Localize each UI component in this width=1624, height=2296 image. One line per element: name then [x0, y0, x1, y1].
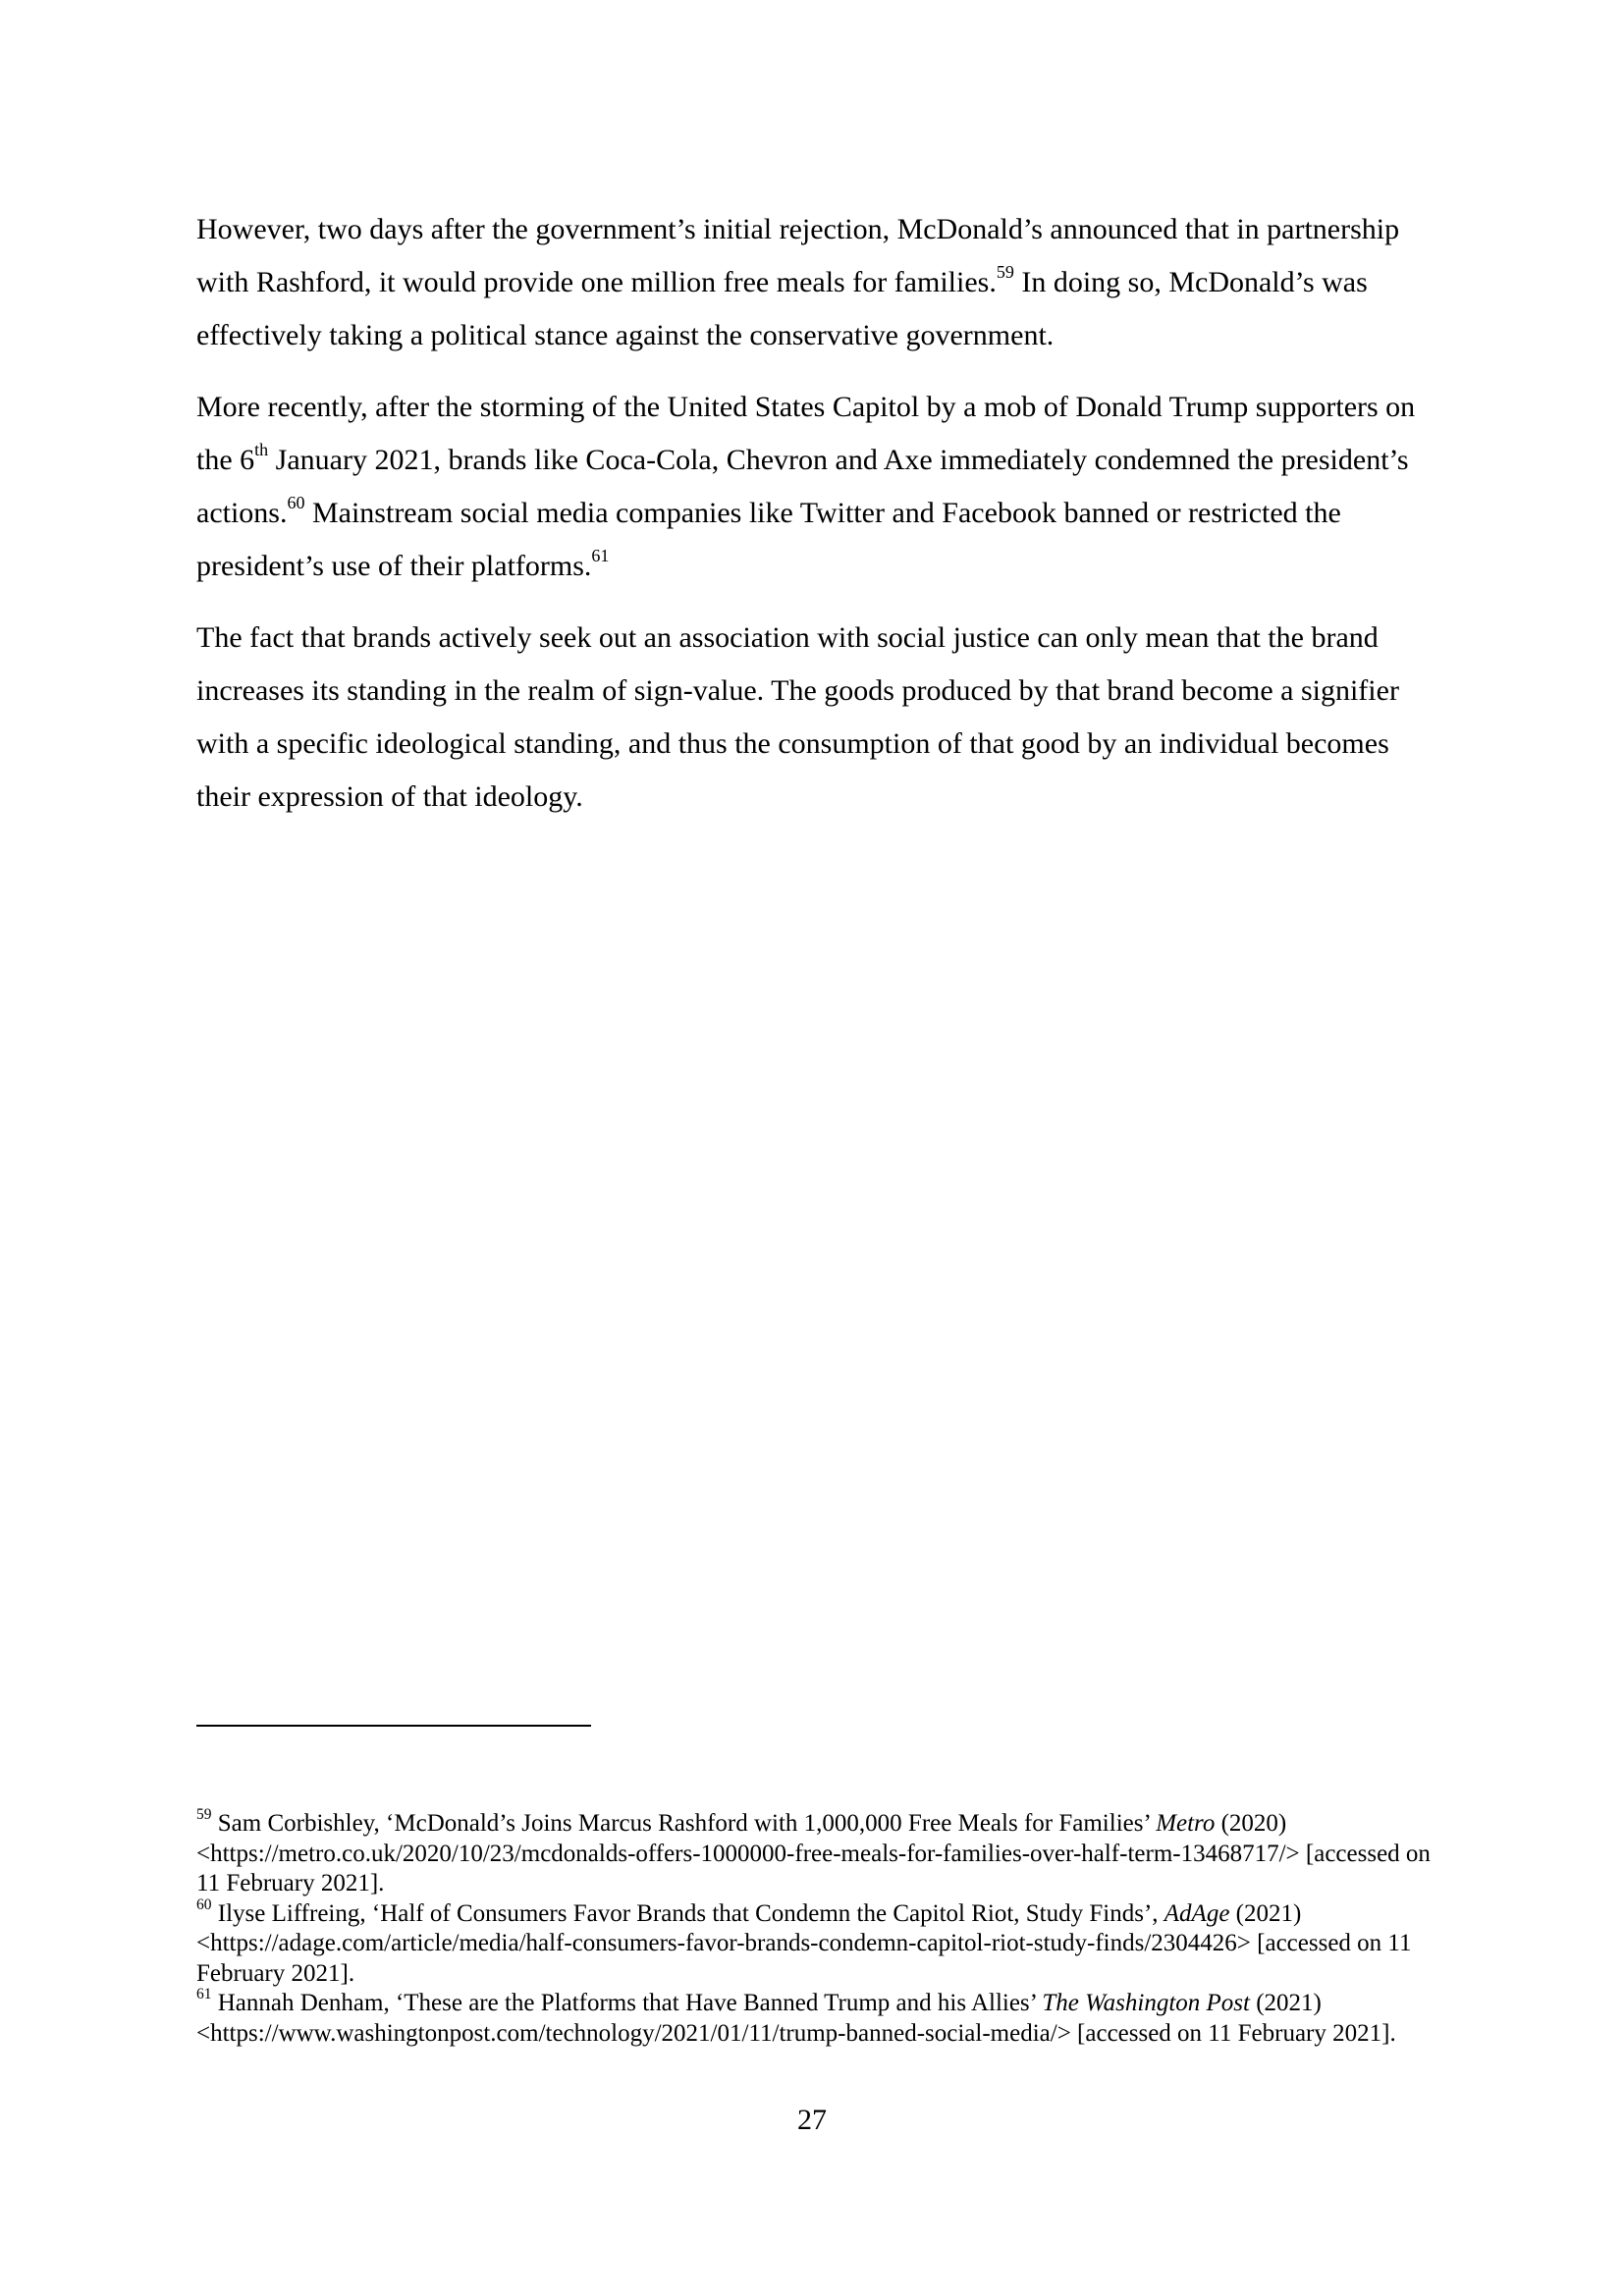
- footnote-source-title: Metro: [1156, 1810, 1216, 1837]
- footnote-number: 61: [196, 1986, 212, 2003]
- footnote-number: 59: [196, 1806, 212, 1824]
- footnote-61: [196, 1986, 1448, 2049]
- footnote-source-title: The Washington Post: [1042, 1990, 1250, 2016]
- footnote-citation: (2021) <https://adage.com/article/media/half-consumers-favor-brands-condemn-capitol-riot-study-finds/2304426> [accessed on 11 February 2021].: [196, 1899, 1412, 1987]
- footnote-separator: [196, 1725, 591, 1727]
- page-number: 27: [797, 2104, 827, 2136]
- footnote-reference-59: 59: [996, 262, 1014, 283]
- paragraph-1: [196, 203, 1443, 362]
- footnote-reference-60: 60: [287, 493, 305, 513]
- footnotes: [196, 1806, 1448, 2049]
- paragraph-1-text: However, two days after the government’s initial rejection, McDonald’s announced that in partnership with Rashford, it would provide one million free meals for families.: [196, 213, 1400, 298]
- footnote-text: Hannah Denham, ‘These are the Platforms that Have Banned Trump and his Allies’: [211, 1990, 1043, 2016]
- footnote-reference-61: 61: [591, 546, 610, 566]
- footnote-60: [196, 1896, 1448, 1990]
- footnote-source-title: AdAge: [1164, 1899, 1230, 1927]
- ordinal-suffix: th: [254, 440, 269, 460]
- paragraph-3: The fact that brands actively seek out an association with social justice can only mean that the brand increases its standing in the realm of sign-value. The goods produced by that brand become a signifier with a specific ideological standing, and thus the consumption of that good by an individual becomes their expression of that ideology.: [196, 621, 1399, 813]
- footnote-59: [196, 1806, 1448, 1899]
- footnote-number: 60: [196, 1896, 212, 1913]
- paragraph-2-text-middle: January 2021, brands like Coca-Cola, Chevron and Axe immediately condemned the president’s actions.: [196, 444, 1409, 529]
- footnote-citation: (2021) <https://www.washingtonpost.com/technology/2021/01/11/trump-banned-social-media/> [accessed on 11 February 2021].: [196, 1990, 1396, 2047]
- footnote-text: Ilyse Liffreing, ‘Half of Consumers Favor Brands that Condemn the Capitol Riot, Study Finds’,: [211, 1899, 1164, 1927]
- footnote-citation: (2020) <https://metro.co.uk/2020/10/23/mcdonalds-offers-1000000-free-meals-for-families-over-half-term-13468717/> [accessed on 11 February 2021].: [196, 1810, 1431, 1896]
- footnote-text: Sam Corbishley, ‘McDonald’s Joins Marcus Rashford with 1,000,000 Free Meals for Families’: [211, 1810, 1157, 1837]
- paragraph-2-text: More recently, after the storming of the United States Capitol by a mob of Donald Trump supporters on the 6: [196, 391, 1416, 476]
- main-text: [196, 203, 1443, 842]
- paragraph-1-text-continued: In doing so, McDonald’s was effectively taking a political stance against the conservative government.: [196, 266, 1368, 351]
- paragraph-2: [196, 381, 1443, 593]
- paragraph-2-text-continued: Mainstream social media companies like Twitter and Facebook banned or restricted the president’s use of their platforms.: [196, 497, 1341, 582]
